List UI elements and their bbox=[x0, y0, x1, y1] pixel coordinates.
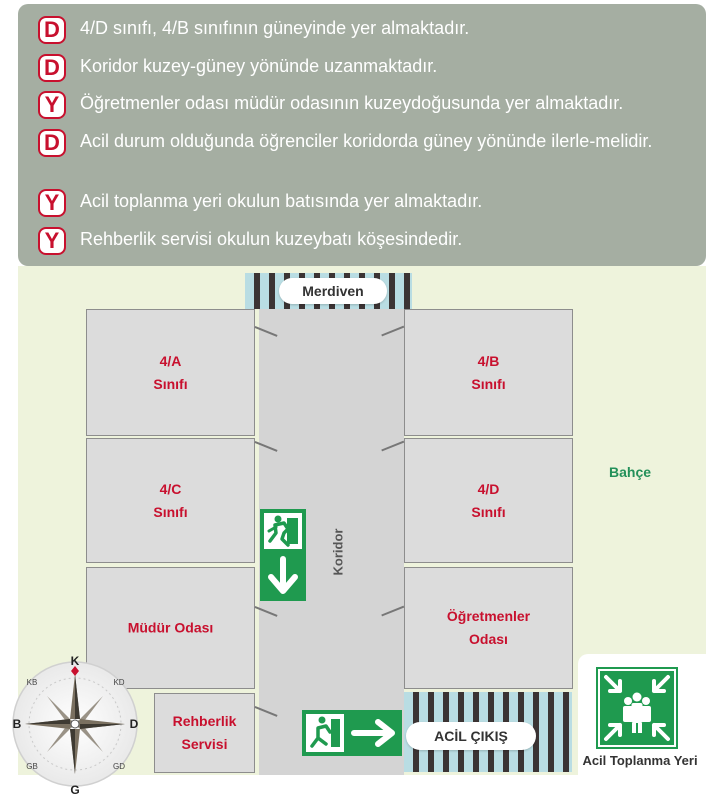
compass-ne-label: KD bbox=[113, 678, 125, 687]
exit-sign-vertical bbox=[260, 509, 306, 601]
answer-badge: Y bbox=[38, 227, 66, 255]
room-name: Servisi bbox=[181, 736, 228, 752]
statement-text: Acil toplanma yeri okulun batısında yer almaktadır. bbox=[80, 191, 483, 211]
room-name: 4/A bbox=[159, 352, 182, 369]
compass-rose-icon bbox=[0, 648, 158, 798]
answer-badge: D bbox=[38, 129, 66, 157]
room-guidance bbox=[154, 693, 255, 773]
answer-badge: Y bbox=[38, 91, 66, 119]
compass-east-label: D bbox=[129, 717, 139, 731]
room-4c bbox=[86, 438, 255, 563]
room-name: Sınıfı bbox=[471, 375, 506, 392]
emergency-exit-label: ACİL ÇIKIŞ bbox=[406, 722, 536, 750]
running-man-down-arrow-icon bbox=[260, 509, 306, 601]
compass-north-label: K bbox=[70, 654, 80, 668]
statement-text: Rehberlik servisi okulun kuzeybatı köşesindedir. bbox=[80, 229, 463, 249]
room-teachers bbox=[404, 567, 573, 689]
school-map bbox=[12, 266, 706, 797]
room-name: Müdür Odası bbox=[127, 619, 214, 636]
room-name: 4/C bbox=[159, 480, 182, 497]
statement-text: 4/D sınıfı, 4/B sınıfının güneyinde yer almaktadır. bbox=[80, 18, 470, 38]
compass-nw-label: KB bbox=[26, 678, 38, 687]
statements-panel bbox=[18, 4, 706, 266]
room-4b bbox=[404, 309, 573, 436]
room-name: Sınıfı bbox=[153, 375, 188, 392]
assembly-label: Acil Toplanma Yeri bbox=[582, 753, 698, 768]
room-4a bbox=[86, 309, 255, 436]
compass-south-label: G bbox=[70, 783, 80, 797]
running-man-right-arrow-icon bbox=[302, 710, 402, 756]
compass-sw-label: GB bbox=[26, 762, 38, 771]
room-name: 4/B bbox=[477, 352, 500, 369]
room-4d bbox=[404, 438, 573, 563]
room-name: Odası bbox=[469, 631, 508, 647]
assembly-point-sign bbox=[596, 667, 678, 749]
statement-text: Öğretmenler odası müdür odasının kuzeydoğusunda yer almaktadır. bbox=[80, 93, 624, 113]
garden-label: Bahçe bbox=[609, 464, 652, 480]
room-name: Sınıfı bbox=[153, 503, 188, 520]
room-name: Sınıfı bbox=[471, 503, 506, 520]
answer-badge: Y bbox=[38, 189, 66, 217]
statement-text: Koridor kuzey-güney yönünde uzanmaktadır. bbox=[80, 56, 438, 76]
compass-west-label: B bbox=[12, 717, 22, 731]
compass-se-label: GD bbox=[113, 762, 125, 771]
assembly-point-icon bbox=[596, 667, 678, 749]
corridor-label: Koridor bbox=[330, 528, 346, 576]
answer-badge: D bbox=[38, 16, 66, 44]
stairs-label: Merdiven bbox=[279, 278, 387, 304]
room-name: Rehberlik bbox=[172, 713, 237, 729]
room-name: Öğretmenler bbox=[446, 608, 531, 624]
answer-badge: D bbox=[38, 54, 66, 82]
room-name: 4/D bbox=[477, 480, 500, 497]
exit-sign-horizontal bbox=[302, 710, 402, 756]
statement-text: Acil durum olduğunda öğrenciler koridorda güney yönünde ilerle-melidir. bbox=[80, 131, 653, 151]
